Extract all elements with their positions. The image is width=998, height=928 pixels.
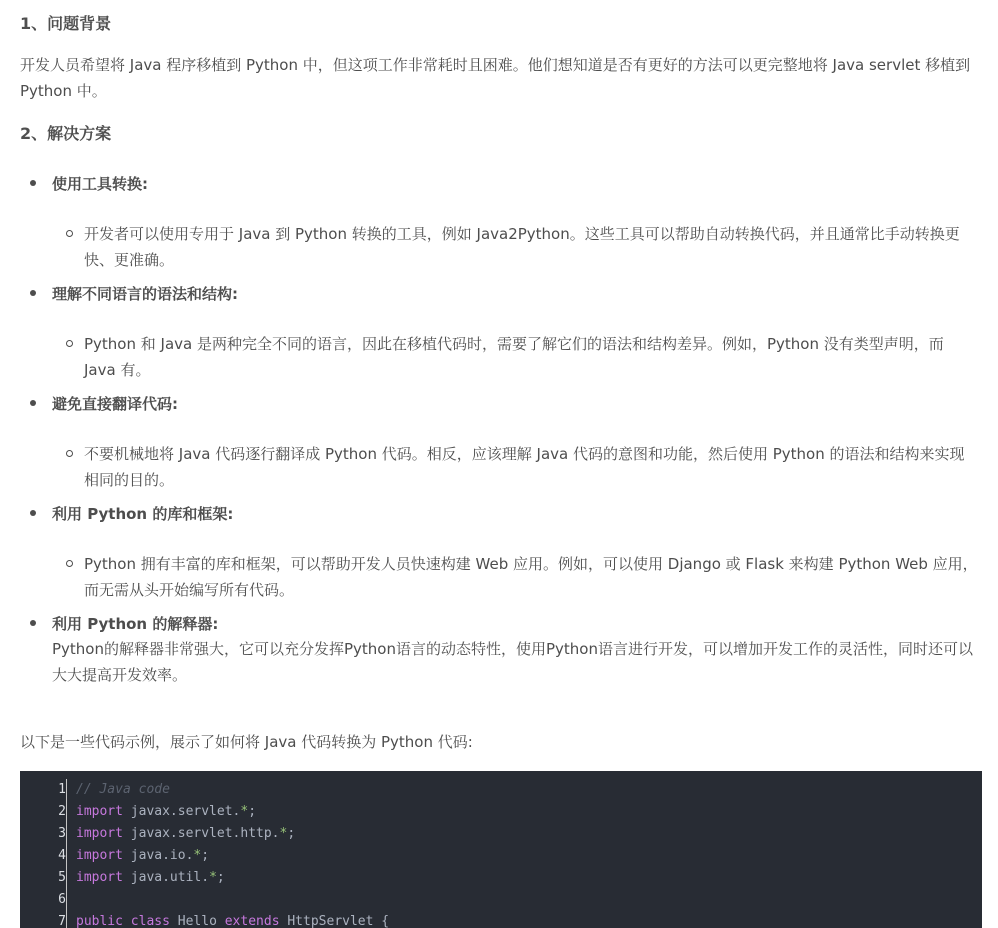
bullet-icon xyxy=(30,180,36,186)
code-line xyxy=(76,823,389,845)
bullet-icon xyxy=(30,290,36,296)
gutter-divider xyxy=(66,779,67,928)
code-token: * xyxy=(279,826,288,841)
code-line xyxy=(76,845,389,867)
code-token: import xyxy=(76,826,123,841)
code-token: extends xyxy=(224,914,280,928)
background-paragraph: 开发人员希望将 Java 程序移植到 Python 中，但这项工作非常耗时且困难。他们想知道是否有更好的方法可以更完整地将 Java servlet 移植到 Python 中。 xyxy=(20,56,971,100)
code-content[interactable] xyxy=(76,779,389,928)
list-item-title: 避免直接翻译代码: xyxy=(52,395,178,413)
list-item-text: Python的解释器非常强大，它可以充分发挥Python语言的动态特性，使用Python语言进行开发，可以增加开发工作的灵活性，同时还可以大大提高开发效率。 xyxy=(52,640,973,684)
list-item-title: 理解不同语言的语法和结构: xyxy=(52,285,238,303)
code-token: javax.servlet.http. xyxy=(122,826,280,841)
sub-list-item-text: Python 拥有丰富的库和框架，可以帮助开发人员快速构建 Web 应用。例如，可以使用 Django 或 Flask 来构建 Python Web 应用，而无需从头开始编写所有代码。 xyxy=(84,555,978,599)
circle-bullet-icon xyxy=(66,230,73,237)
list-item-title: 使用工具转换: xyxy=(52,175,148,193)
code-intro-text: 以下是一些代码示例，展示了如何将 Java 代码转换为 Python 代码: xyxy=(20,733,473,751)
code-token: ; xyxy=(216,870,225,885)
code-block[interactable] xyxy=(20,771,982,928)
code-token: import xyxy=(76,848,123,863)
code-token: import xyxy=(76,804,123,819)
sub-list-item-text: 不要机械地将 Java 代码逐行翻译成 Python 代码。相反，应该理解 Java 代码的意图和功能，然后使用 Python 的语法和结构来实现相同的目的。 xyxy=(84,445,965,489)
code-line xyxy=(76,779,389,801)
circle-bullet-icon xyxy=(66,560,73,567)
code-token: // Java code xyxy=(76,782,170,797)
code-token: * xyxy=(209,870,217,885)
bullet-icon xyxy=(30,620,36,626)
sub-list-item-text: 开发者可以使用专用于 Java 到 Python 转换的工具，例如 Java2Python。这些工具可以帮助自动转换代码，并且通常比手动转换更快、更准确。 xyxy=(84,225,960,269)
code-line xyxy=(76,867,389,889)
code-token: ; xyxy=(287,826,296,841)
code-line xyxy=(76,801,389,823)
code-token xyxy=(123,914,131,928)
code-line xyxy=(76,889,389,911)
code-token: import xyxy=(76,870,123,885)
code-token: Hello xyxy=(169,914,225,928)
line-number: 1 xyxy=(58,782,66,797)
code-token: ; xyxy=(248,804,257,819)
bullet-icon xyxy=(30,400,36,406)
code-token: * xyxy=(240,804,249,819)
code-token: public xyxy=(76,914,123,928)
circle-bullet-icon xyxy=(66,450,73,457)
section-heading-solution: 2、解决方案 xyxy=(20,124,112,143)
code-line xyxy=(76,911,389,928)
code-token: javax.servlet. xyxy=(122,804,241,819)
circle-bullet-icon xyxy=(66,340,73,347)
line-number: 7 xyxy=(58,914,66,928)
line-number: 5 xyxy=(58,870,66,885)
code-token: class xyxy=(130,914,170,928)
line-number-gutter xyxy=(20,779,66,928)
code-token: HttpServlet { xyxy=(279,914,390,928)
bullet-icon xyxy=(30,510,36,516)
sub-list-item-text: Python 和 Java 是两种完全不同的语言，因此在移植代码时，需要了解它们的语法和结构差异。例如，Python 没有类型声明，而 Java 有。 xyxy=(84,335,944,379)
section-heading-background: 1、问题背景 xyxy=(20,14,112,33)
line-number: 2 xyxy=(58,804,66,819)
code-token: * xyxy=(193,848,202,863)
line-number: 4 xyxy=(58,848,66,863)
list-item-title: 利用 Python 的库和框架: xyxy=(52,505,234,523)
line-number: 3 xyxy=(58,826,66,841)
code-token: java.io. xyxy=(122,848,194,863)
line-number: 6 xyxy=(58,892,66,907)
list-item-title: 利用 Python 的解释器: xyxy=(52,615,219,633)
code-token: java.util. xyxy=(122,870,210,885)
code-token: ; xyxy=(201,848,210,863)
